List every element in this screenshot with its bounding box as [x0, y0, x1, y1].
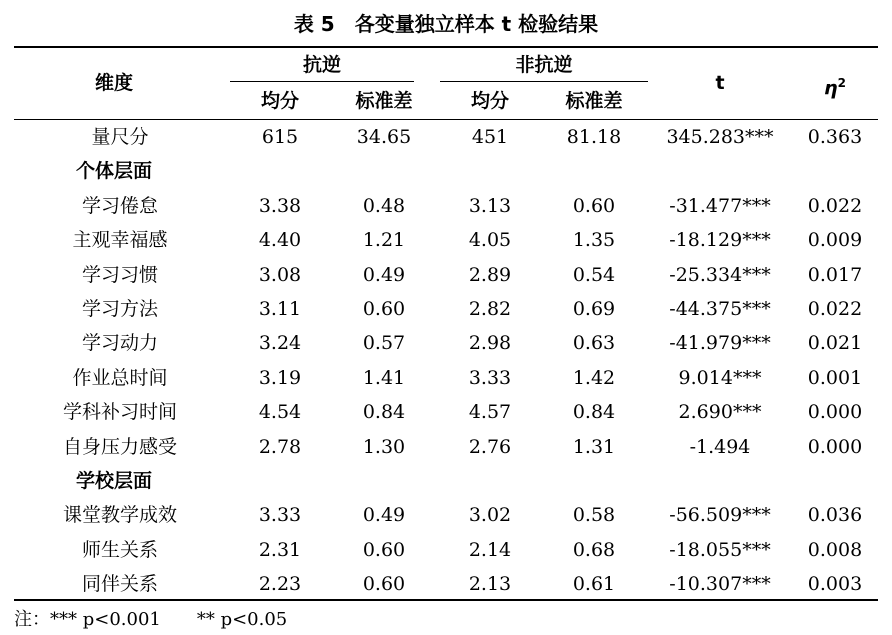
cell-b-mean: 2.89 — [468, 263, 512, 286]
cell-eta: 0.001 — [807, 366, 863, 389]
cell-t: -56.509*** — [669, 504, 771, 527]
cell-eta: 0.017 — [807, 263, 863, 286]
eta-symbol: η — [824, 77, 838, 100]
cell-a-mean: 4.40 — [258, 229, 302, 252]
header-rule — [14, 119, 878, 120]
cell-t: 9.014*** — [678, 366, 762, 389]
cell-b-mean: 2.98 — [468, 332, 512, 355]
cell-a-mean: 3.19 — [258, 366, 302, 389]
cell-b-sd: 0.69 — [572, 298, 616, 320]
cell-t: -44.375*** — [669, 298, 771, 320]
cell-eta: 0.000 — [807, 435, 863, 458]
cell-b-sd: 0.54 — [572, 263, 616, 286]
cell-a-mean: 3.08 — [258, 263, 302, 286]
cell-a-sd: 0.84 — [362, 401, 406, 424]
cell-a-mean: 2.78 — [258, 435, 302, 458]
cell-b-sd: 0.58 — [572, 504, 616, 527]
row-label: 主观幸福感 — [72, 229, 168, 252]
header-a-mean: 均分 — [260, 90, 299, 112]
bottom-rule — [14, 599, 878, 601]
cell-a-mean: 3.24 — [258, 332, 302, 355]
row-label: 学科补习时间 — [62, 401, 177, 424]
cell-eta: 0.022 — [807, 298, 863, 320]
header-group-a: 抗逆 — [302, 54, 341, 76]
cell-a-sd: 0.60 — [362, 538, 406, 561]
header-a-sd: 标准差 — [355, 90, 413, 112]
header-t: t — [715, 72, 725, 94]
cell-eta: 0.022 — [807, 194, 863, 217]
cell-a-sd: 0.49 — [362, 504, 406, 527]
table-note: 注：*** p<0.001 ** p<0.05 — [14, 609, 288, 630]
cell-b-mean: 4.05 — [468, 229, 512, 252]
cell-a-sd: 0.48 — [362, 194, 406, 217]
row-label: 学习动力 — [81, 332, 158, 355]
cell-a-sd: 0.49 — [362, 263, 406, 286]
cell-b-sd: 1.31 — [572, 435, 616, 458]
row-label: 同伴关系 — [81, 573, 158, 596]
cell-b-mean: 2.82 — [468, 298, 512, 320]
section-heading: 学校层面 — [75, 470, 152, 492]
cell-b-mean: 2.13 — [468, 573, 512, 596]
cell-a-sd: 0.57 — [362, 332, 406, 355]
header-dimension: 维度 — [94, 72, 133, 94]
row-label: 学习习惯 — [81, 263, 158, 286]
cell-t: 2.690*** — [678, 401, 762, 424]
row-label: 学习倦怠 — [81, 194, 158, 217]
cell-a-mean: 2.23 — [258, 573, 302, 596]
row-label: 作业总时间 — [72, 366, 168, 389]
cell-t: -1.494 — [689, 435, 751, 458]
eta-superscript: 2 — [837, 76, 846, 90]
table-title: 表 5 各变量独立样本 t 检验结果 — [293, 12, 599, 36]
cell-a-mean: 3.11 — [258, 298, 302, 320]
cell-a-sd: 1.41 — [362, 366, 406, 389]
cell-a-sd: 0.60 — [362, 573, 406, 596]
cell-t: -41.979*** — [669, 332, 771, 355]
cell-a-mean: 4.54 — [258, 401, 302, 424]
cell-t: -31.477*** — [669, 194, 771, 217]
cell-a-mean: 2.31 — [258, 538, 302, 561]
cell-eta: 0.008 — [807, 538, 863, 561]
cell-a-mean: 3.33 — [258, 504, 302, 527]
cell-eta: 0.000 — [807, 401, 863, 424]
cell-b-sd: 0.61 — [572, 573, 616, 596]
cell-eta: 0.009 — [807, 229, 863, 252]
row-label: 自身压力感受 — [62, 435, 177, 458]
cell-b-mean: 4.57 — [468, 401, 512, 424]
row-label: 量尺分 — [91, 126, 149, 148]
cell-a-sd: 1.30 — [362, 435, 406, 458]
cell-eta: 0.003 — [807, 573, 863, 596]
top-rule — [14, 46, 878, 48]
cell-a-sd: 0.60 — [362, 298, 406, 320]
cell-b-sd: 0.84 — [572, 401, 616, 424]
group-a-underline — [230, 81, 414, 82]
section-heading: 个体层面 — [75, 160, 152, 183]
header-b-mean: 均分 — [470, 90, 509, 112]
cell-eta: 0.036 — [807, 504, 863, 527]
cell-eta: 0.363 — [807, 126, 863, 148]
cell-eta: 0.021 — [807, 332, 863, 355]
cell-a-sd: 34.65 — [356, 126, 412, 148]
cell-b-mean: 3.13 — [468, 194, 512, 217]
cell-b-mean: 2.14 — [468, 538, 512, 561]
cell-b-mean: 2.76 — [468, 435, 512, 458]
cell-t: -10.307*** — [669, 573, 771, 596]
cell-b-sd: 1.35 — [572, 229, 616, 252]
cell-b-sd: 0.60 — [572, 194, 616, 217]
row-label: 学习方法 — [81, 298, 158, 320]
cell-b-sd: 0.68 — [572, 538, 616, 561]
cell-t: -18.055*** — [669, 538, 771, 561]
header-eta — [790, 72, 880, 99]
cell-a-mean: 615 — [261, 126, 299, 148]
cell-t: 345.283*** — [666, 126, 774, 148]
cell-a-sd: 1.21 — [362, 229, 406, 252]
group-b-underline — [440, 81, 648, 82]
cell-a-mean: 3.38 — [258, 194, 302, 217]
cell-b-mean: 451 — [471, 126, 509, 148]
header-b-sd: 标准差 — [565, 90, 623, 112]
cell-t: -18.129*** — [669, 229, 771, 252]
cell-b-sd: 0.63 — [572, 332, 616, 355]
cell-t: -25.334*** — [669, 263, 771, 286]
cell-b-sd: 1.42 — [572, 366, 616, 389]
header-group-b: 非抗逆 — [515, 54, 573, 76]
row-label: 师生关系 — [81, 538, 158, 561]
row-label: 课堂教学成效 — [62, 504, 177, 527]
cell-b-sd: 81.18 — [566, 126, 622, 148]
cell-b-mean: 3.33 — [468, 366, 512, 389]
cell-b-mean: 3.02 — [468, 504, 512, 527]
